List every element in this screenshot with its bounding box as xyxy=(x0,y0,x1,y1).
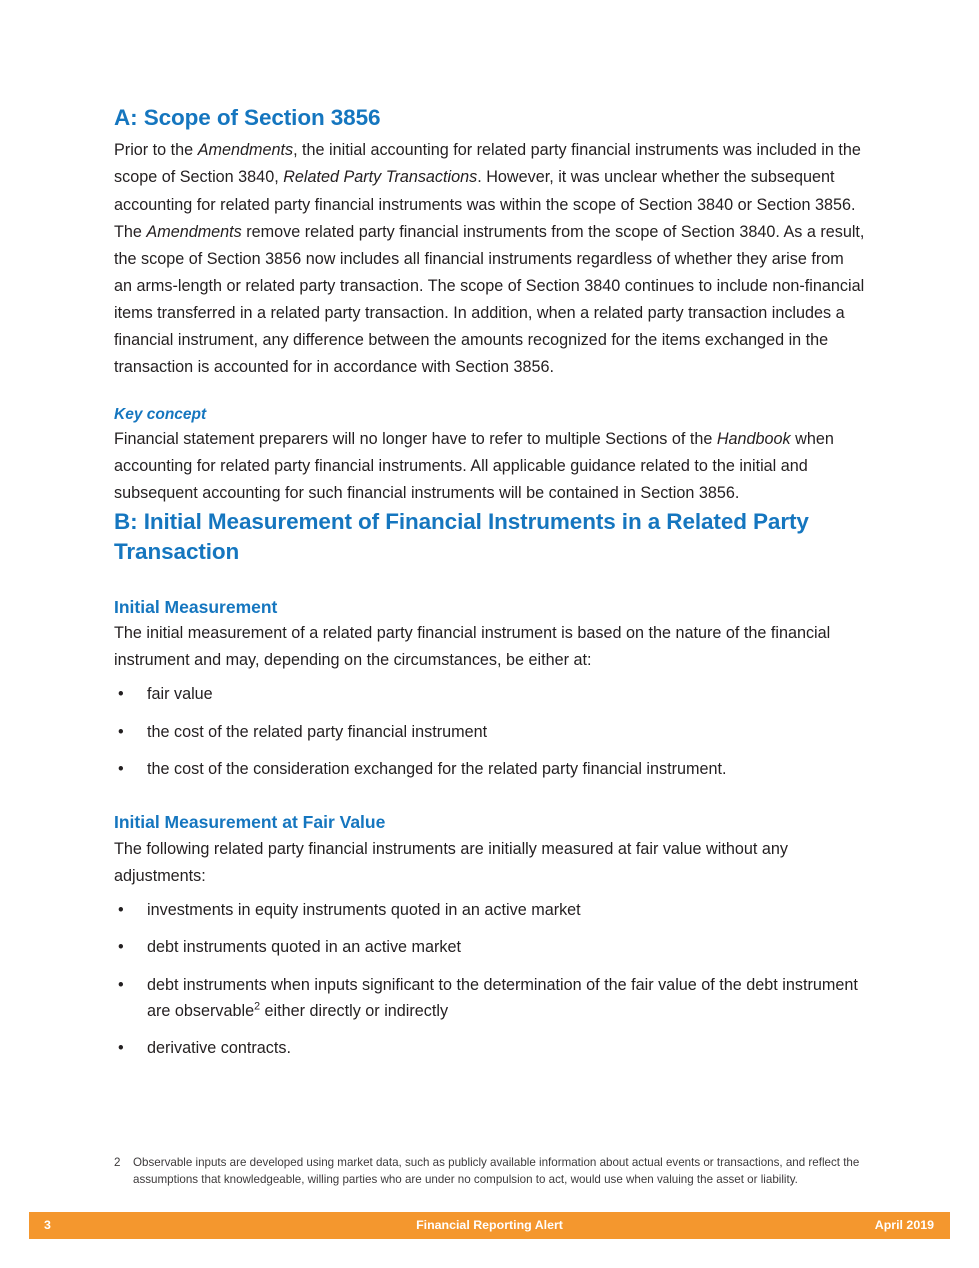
para-run: . However, it was unclear whether the subsequent accounting for related party financial instruments was within the scope of Section 3840 or Section 3856. xyxy=(114,168,856,214)
list-item-text: debt instruments quoted in an active market xyxy=(147,938,462,957)
initial-measurement-bullet-list xyxy=(114,681,866,782)
initial-measurement-heading: Initial Measurement xyxy=(114,596,278,617)
list-item-text: either directly or indirectly xyxy=(260,1001,449,1020)
list-item xyxy=(114,897,866,923)
footnote-item xyxy=(114,1154,889,1188)
bullet-icon: • xyxy=(118,722,124,741)
para-run: The xyxy=(114,222,147,241)
list-item xyxy=(114,934,866,960)
para-run: when accounting for related party financial instruments. All applicable guidance related to the initial and subsequent accounting for such financial instruments will be contained in Section 3856. xyxy=(114,430,834,503)
fair-value-block xyxy=(114,812,866,1061)
key-concept-paragraph xyxy=(114,426,866,507)
bullet-icon: • xyxy=(118,938,124,957)
fair-value-heading: Initial Measurement at Fair Value xyxy=(114,812,386,833)
list-item xyxy=(114,719,866,745)
initial-measurement-paragraph: The initial measurement of a related party financial instrument is based on the nature of the financial instrument and may, depending on the circumstances, be either at: xyxy=(114,624,831,670)
para-run: , the initial accounting for related party financial instruments was included in the scope of Section 3840, xyxy=(114,141,861,187)
bullet-icon: • xyxy=(118,975,124,994)
list-item-text: the cost of the related party financial instrument xyxy=(147,722,488,741)
para-italic: Amendments xyxy=(197,141,294,160)
bullet-icon: • xyxy=(118,901,124,920)
footnote-reference[interactable]: 2 xyxy=(254,1000,261,1013)
list-item xyxy=(114,1035,866,1061)
bullet-icon: • xyxy=(118,1039,124,1058)
list-item xyxy=(114,681,866,707)
key-concept-heading: Key concept xyxy=(114,405,207,423)
section-a-heading: A: Scope of Section 3856 xyxy=(114,105,381,130)
key-concept-block xyxy=(114,405,866,507)
page-content xyxy=(114,104,866,1061)
footnotes-area xyxy=(114,1154,889,1188)
para-italic: Handbook xyxy=(716,430,791,448)
footnote-number: 2 xyxy=(114,1156,121,1169)
section-a-paragraph-2 xyxy=(114,219,866,381)
para-italic: Related Party Transactions xyxy=(283,168,478,187)
section-b-heading: B: Initial Measurement of Financial Instruments in a Related Party Transaction xyxy=(114,509,809,564)
footer-page-number: 3 xyxy=(44,1218,51,1232)
list-item xyxy=(114,756,866,782)
para-run: Financial statement preparers will no longer have to refer to multiple Sections of the xyxy=(114,430,717,448)
list-item-text: the cost of the consideration exchanged for the related party financial instrument. xyxy=(147,759,727,778)
bullet-icon: • xyxy=(118,685,124,704)
para-run: remove related party financial instruments from the scope of Section 3840. As a result, the scope of Section 3856 now includes all financial instruments regardless of whether they arise from an arms-length or related party transaction. The scope of Section 3840 continues to include non-financial items transferred in a related party transaction. In addition, when a related party transaction includes a financial instrument, any difference between the amounts recognized for the items exchanged in the transaction is accounted for in accordance with Section 3856. xyxy=(114,222,865,376)
list-item-text: debt instruments when inputs significant to the determination of the fair value of the debt instrument are observable xyxy=(147,975,858,1020)
section-a-paragraph-1 xyxy=(114,137,866,218)
list-item-text: investments in equity instruments quoted in an active market xyxy=(147,901,581,920)
footer-date: April 2019 xyxy=(874,1218,934,1232)
fair-value-bullet-list xyxy=(114,897,866,1061)
list-item-text: fair value xyxy=(147,685,213,704)
page-footer-bar xyxy=(29,1212,950,1239)
fair-value-paragraph: The following related party financial instruments are initially measured at fair value without any adjustments: xyxy=(114,840,788,886)
list-item xyxy=(114,972,866,1024)
bullet-icon: • xyxy=(118,759,124,778)
footer-title: Financial Reporting Alert xyxy=(416,1218,563,1232)
initial-measurement-block xyxy=(114,597,866,783)
list-item-text: derivative contracts. xyxy=(147,1039,291,1058)
para-italic: Amendments xyxy=(146,222,242,241)
footnote-text: Observable inputs are developed using market data, such as publicly available information about actual events or transactions, and reflect the assumptions that knowledgeable, willing parties who are under no compulsion to act, would use when valuing the asset or liability. xyxy=(133,1156,860,1187)
para-run: Prior to the xyxy=(114,141,198,160)
